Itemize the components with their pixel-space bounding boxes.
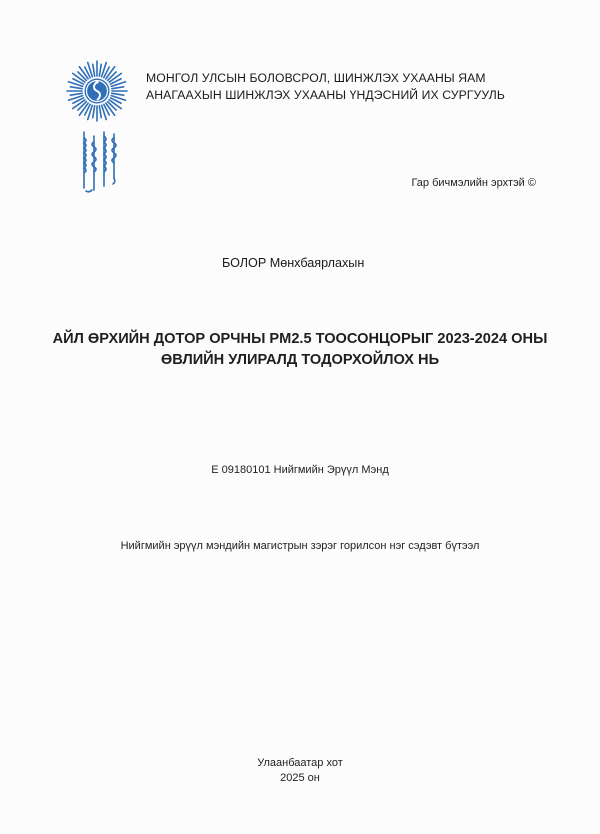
emblem-ray bbox=[108, 102, 116, 110]
thesis-title-line-2: ӨВЛИЙН УЛИРАЛД ТОДОРХОЙЛОХ НЬ bbox=[160, 352, 440, 368]
university-name: АНАГААХЫН ШИНЖЛЭХ УХААНЫ ҮНДЭСНИЙ ИХ СУРГУУЛЬ bbox=[146, 88, 505, 102]
author-name: БОЛОР Мөнхбаярлахын bbox=[222, 256, 365, 270]
thesis-title-line-1: АЙЛ ӨРХИЙН ДОТОР ОРЧНЫ PM2.5 ТООСОНЦОРЫГ 2023-2024 ОНЫ bbox=[52, 331, 548, 347]
university-emblem-icon bbox=[66, 60, 128, 122]
institution-header bbox=[146, 70, 505, 104]
emblem-ray bbox=[78, 72, 86, 80]
year: 2025 он bbox=[280, 772, 320, 784]
emblem-ray bbox=[93, 64, 95, 76]
emblem-ray bbox=[112, 93, 124, 95]
emblem-ray bbox=[99, 106, 101, 118]
ministry-name: МОНГОЛ УЛСЫН БОЛОВСРОЛ, ШИНЖЛЭХ УХААНЫ ЯАМ bbox=[146, 71, 486, 85]
city: Улаанбаатар хот bbox=[257, 757, 343, 769]
emblem-ray bbox=[99, 64, 101, 76]
copyright-notice: Гар бичмэлийн эрхтэй © bbox=[411, 177, 536, 189]
place-and-year bbox=[0, 756, 600, 786]
thesis-title bbox=[0, 329, 600, 371]
emblem-ray bbox=[93, 106, 95, 118]
emblem-ray bbox=[112, 87, 124, 89]
emblem-ray bbox=[78, 102, 86, 110]
specialty-code: E 09180101 Нийгмийн Эрүүл Мэнд bbox=[211, 464, 389, 476]
emblem-ray bbox=[70, 87, 82, 89]
emblem-ray bbox=[70, 93, 82, 95]
degree-statement: Нийгмийн эрүүл мэндийн магистрын зэрэг горилсон нэг сэдэвт бүтээл bbox=[120, 540, 480, 552]
mongolian-script-seal-icon bbox=[78, 128, 122, 194]
emblem-ray bbox=[108, 72, 116, 80]
